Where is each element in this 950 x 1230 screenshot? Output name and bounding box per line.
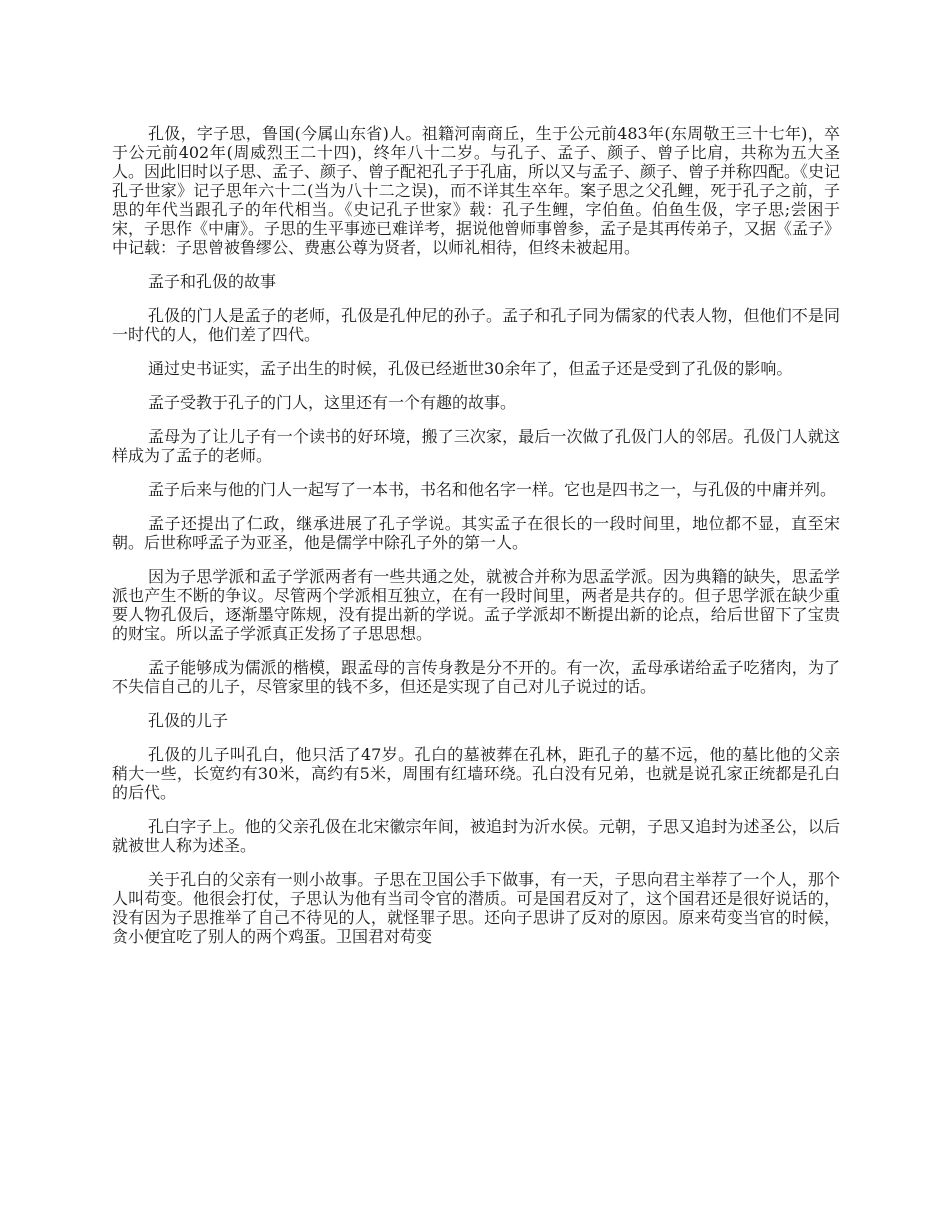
paragraph: 通过史书证实，孟子出生的时候，孔伋已经逝世30余年了，但孟子还是受到了孔伋的影响。	[148, 359, 793, 378]
document-page	[112, 124, 840, 961]
paragraph: 孔白字子上。他的父亲孔伋在北宋徽宗年间，被追封为沂水侯。元朝，子思又追封为述圣公，以后就被世人称为述圣。	[112, 817, 840, 855]
paragraph: 孔伋的门人是孟子的老师，孔伋是孔仲尼的孙子。孟子和孔子同为儒家的代表人物，但他们不是同一时代的人，他们差了四代。	[112, 306, 840, 344]
paragraph: 孟子受教于孔子的门人，这里还有一个有趣的故事。	[148, 393, 517, 412]
paragraph: 孟子后来与他的门人一起写了一本书，书名和他名字一样。它也是四书之一，与孔伋的中庸并列。	[148, 480, 837, 499]
section-heading-mencius-story: 孟子和孔伋的故事	[148, 272, 277, 291]
paragraph: 因为子思学派和孟子学派两者有一些共通之处，就被合并称为思孟学派。因为典籍的缺失，思孟学派也产生不断的争议。尽管两个学派相互独立，在有一段时间里，两者是共存的。但子思学派在缺少重要人物孔伋后，逐渐墨守陈规，没有提出新的学说。孟子学派却不断提出新的论点，给后世留下了宝贵的财宝。所以孟子学派真正发扬了子思思想。	[112, 567, 840, 643]
paragraph: 孟子还提出了仁政，继承进展了孔子学说。其实孟子在很长的一段时间里，地位都不显，直至宋朝。后世称呼孟子为亚圣，他是儒学中除孔子外的第一人。	[112, 514, 840, 552]
section-heading-kong-ji-son: 孔伋的儿子	[148, 711, 229, 730]
paragraph: 孔伋的儿子叫孔白，他只活了47岁。孔白的墓被葬在孔林，距孔子的墓不远，他的墓比他的父亲稍大一些，长宽约有30米，高约有5米，周围有红墙环绕。孔白没有兄弟，也就是说孔家正统都是孔白的后代。	[112, 745, 840, 802]
paragraph: 孟母为了让儿子有一个读书的好环境，搬了三次家，最后一次做了孔伋门人的邻居。孔伋门人就这样成为了孟子的老师。	[112, 427, 840, 465]
paragraph-intro: 孔伋，字子思，鲁国(今属山东省)人。祖籍河南商丘，生于公元前483年(东周敬王三十七年)，卒于公元前402年(周威烈王二十四)，终年八十二岁。与孔子、孟子、颜子、曾子比肩，共称为五大圣人。因此旧时以子思、孟子、颜子、曾子配祀孔子于孔庙，所以又与孟子、颜子、曾子并称四配。《史记孔子世家》记子思年六十二(当为八十二之误)，而不详其生卒年。案子思之父孔鲤，死于孔子之前，子思的年代当跟孔子的年代相当。《史记孔子世家》载：孔子生鲤，字伯鱼。伯鱼生伋，字子思;尝困于宋，子思作《中庸》。子思的生平事迹已难详考，据说他曾师事曾参，孟子是其再传弟子，又据《孟子》中记载：子思曾被鲁缪公、费惠公尊为贤者，以师礼相待，但终未被起用。	[112, 124, 841, 257]
paragraph: 关于孔白的父亲有一则小故事。子思在卫国公手下做事，有一天，子思向君主举荐了一个人，那个人叫苟变。他很会打仗，子思认为他有当司令官的潜质。可是国君反对了，这个国君还是很好说话的，没有因为子思推举了自己不待见的人，就怪罪子思。还向子思讲了反对的原因。原来苟变当官的时候，贪小便宜吃了别人的两个鸡蛋。卫国君对苟变	[112, 870, 840, 946]
paragraph: 孟子能够成为儒派的楷模，跟孟母的言传身教是分不开的。有一次，孟母承诺给孟子吃猪肉，为了不失信自己的儿子，尽管家里的钱不多，但还是实现了自己对儿子说过的话。	[112, 658, 840, 696]
